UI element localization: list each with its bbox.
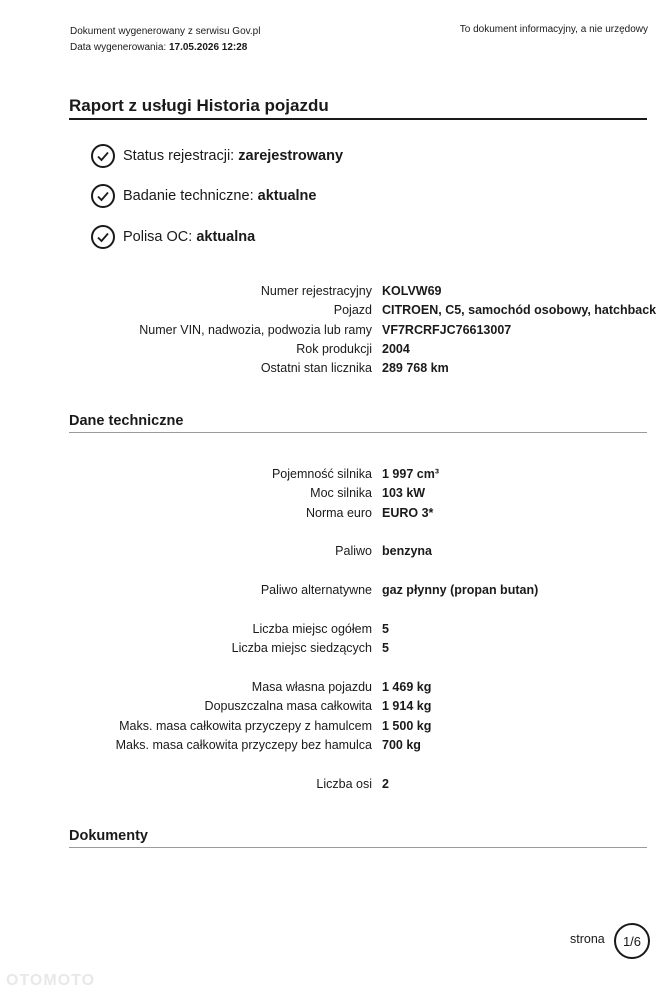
field-value: VF7RCRFJC76613007 xyxy=(382,323,512,337)
field-value: 289 768 km xyxy=(382,361,449,375)
vehicle-row xyxy=(0,281,666,301)
field-label: Liczba miejsc ogółem xyxy=(252,622,372,636)
tech-row xyxy=(0,464,666,484)
check-circle-icon xyxy=(91,144,115,168)
vehicle-row xyxy=(0,358,666,378)
field-value: 700 kg xyxy=(382,738,421,752)
field-label: Paliwo xyxy=(335,544,372,558)
field-label: Masa własna pojazdu xyxy=(251,680,372,694)
tech-row xyxy=(0,677,666,697)
tech-row xyxy=(0,638,666,658)
field-value: KOLVW69 xyxy=(382,284,442,298)
field-value: 1 469 kg xyxy=(382,680,432,694)
section-divider xyxy=(69,432,647,433)
watermark-logo: OTOMOTO xyxy=(6,972,96,989)
status-value: zarejestrowany xyxy=(238,148,344,164)
header-info xyxy=(70,24,260,56)
generated-date-line xyxy=(70,40,260,56)
field-label: Moc silnika xyxy=(310,486,372,500)
page-label: strona xyxy=(570,932,605,946)
page-number-badge: 1/6 xyxy=(614,923,650,959)
field-label: Pojemność silnika xyxy=(271,467,372,481)
status-inspection xyxy=(91,183,316,209)
field-label: Maks. masa całkowita przyczepy z hamulcem xyxy=(119,719,372,733)
field-label: Liczba miejsc siedzących xyxy=(231,641,372,655)
tech-row xyxy=(0,503,666,523)
generated-date-label: Data wygenerowania: xyxy=(70,42,169,53)
field-value: gaz płynny (propan butan) xyxy=(382,583,539,597)
field-value: 5 xyxy=(382,622,389,636)
tech-row xyxy=(0,716,666,736)
status-value: aktualne xyxy=(257,188,317,204)
field-label: Numer rejestracyjny xyxy=(260,284,372,298)
status-label: Status rejestracji: xyxy=(123,148,235,164)
field-label: Maks. masa całkowita przyczepy bez hamulca xyxy=(115,738,372,752)
check-circle-icon xyxy=(91,225,115,249)
status-label: Polisa OC: xyxy=(123,229,193,245)
field-value: 5 xyxy=(382,641,389,655)
field-label: Liczba osi xyxy=(316,777,372,791)
field-label: Numer VIN, nadwozia, podwozia lub ramy xyxy=(139,323,372,337)
tech-row xyxy=(0,735,666,755)
informational-note: To dokument informacyjny, a nie urzędowy xyxy=(459,24,648,35)
generated-from-text: Dokument wygenerowany z serwisu Gov.pl xyxy=(70,26,261,37)
field-label: Rok produkcji xyxy=(296,342,372,356)
field-label: Norma euro xyxy=(306,506,372,520)
vehicle-row xyxy=(0,339,666,359)
generated-date-value: 17.05.2026 12:28 xyxy=(168,42,248,53)
vehicle-row xyxy=(0,300,666,320)
tech-row xyxy=(0,696,666,716)
field-value: CITROEN, C5, samochód osobowy, hatchback xyxy=(382,303,657,317)
field-label: Paliwo alternatywne xyxy=(260,583,372,597)
tech-row xyxy=(0,774,666,794)
page-title: Raport z usługi Historia pojazdu xyxy=(69,96,329,115)
field-value: benzyna xyxy=(382,544,433,558)
status-label: Badanie techniczne: xyxy=(123,188,254,204)
field-value: 2004 xyxy=(382,342,410,356)
field-value: EURO 3* xyxy=(382,506,434,520)
field-label: Dopuszczalna masa całkowita xyxy=(204,699,372,713)
tech-row xyxy=(0,483,666,503)
status-registration xyxy=(91,143,343,169)
tech-row xyxy=(0,580,666,600)
field-label: Ostatni stan licznika xyxy=(260,361,372,375)
status-value: aktualna xyxy=(196,229,256,245)
field-value: 1 997 cm³ xyxy=(382,467,439,481)
field-value: 1 914 kg xyxy=(382,699,432,713)
status-insurance xyxy=(91,224,255,250)
field-value: 103 kW xyxy=(382,486,426,500)
title-divider xyxy=(69,118,647,120)
field-value: 1 500 kg xyxy=(382,719,432,733)
field-label: Pojazd xyxy=(333,303,372,317)
vehicle-row xyxy=(0,320,666,340)
tech-row xyxy=(0,541,666,561)
section-divider xyxy=(69,847,647,848)
tech-row xyxy=(0,619,666,639)
section-title-technical: Dane techniczne xyxy=(69,413,184,429)
section-title-documents: Dokumenty xyxy=(69,828,148,844)
check-circle-icon xyxy=(91,184,115,208)
field-value: 2 xyxy=(382,777,389,791)
